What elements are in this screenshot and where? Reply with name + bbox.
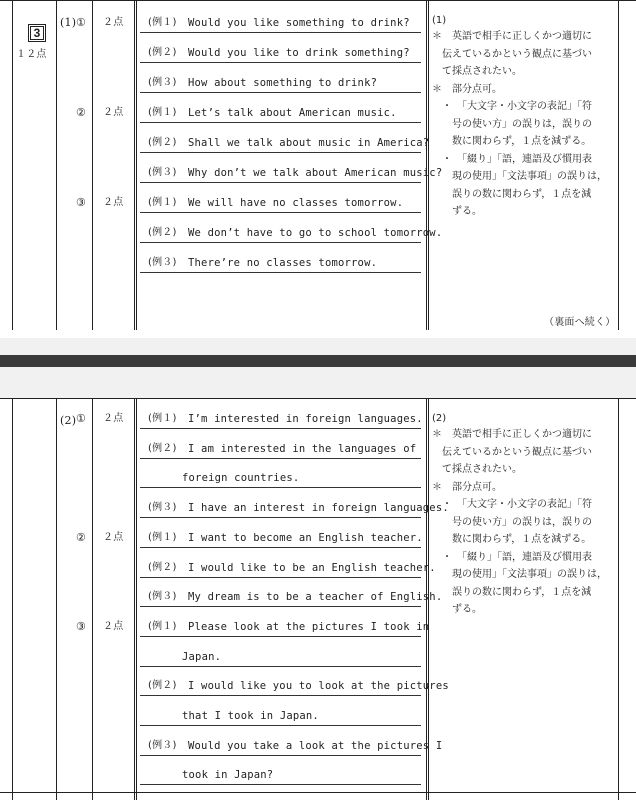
answer-underline [140, 606, 421, 607]
answer-line: Let’s talk about American music. [188, 107, 397, 119]
column-divider [426, 0, 429, 330]
note-line: て採点されたい。 [432, 66, 522, 77]
column-divider [12, 0, 13, 330]
answer-underline [140, 755, 421, 756]
column-divider [12, 398, 13, 800]
example-tag: (例３) [148, 502, 177, 514]
answer-line: There’re no classes tomorrow. [188, 257, 378, 269]
item-number: ② [76, 106, 87, 119]
note-line: 現の使用」「文法事項」の誤りは， [432, 171, 607, 182]
notes-label: (2) [432, 413, 447, 424]
answer-underline [140, 695, 421, 696]
note-line: ＊ 部分点可。 [432, 481, 502, 493]
note-line: ずる。 [432, 206, 482, 217]
answer-line: I have an interest in foreign languages. [188, 502, 449, 515]
example-tag: (例３) [148, 77, 177, 88]
example-tag: (例２) [148, 561, 177, 573]
example-tag: (例３) [148, 591, 177, 603]
answer-underline [140, 517, 421, 518]
answer-line: took in Japan? [182, 769, 274, 782]
continued-label: （裏面へ続く） [544, 317, 616, 328]
example-tag: (例３) [148, 739, 177, 751]
answer-underline [140, 784, 421, 785]
answer-line: I would like you to look at the pictures [188, 680, 449, 693]
note-line: 誤りの数に関わらず，１点を減 [432, 188, 592, 200]
bottom-border [0, 792, 636, 793]
note-line: ・ 「大文字・小文字の表記」「符 [432, 101, 592, 112]
note-line: ・ 「綴り」「語，連語及び慣用表 [432, 551, 592, 563]
answer-line: Please look at the pictures I took in [188, 620, 430, 633]
answer-line: Would you like something to drink? [188, 17, 410, 29]
column-divider [92, 0, 93, 330]
note-line: 数に関わらず，１点を減ずる。 [432, 136, 592, 147]
note-line: ・ 「大文字・小文字の表記」「符 [432, 499, 592, 510]
item-number: ② [76, 530, 87, 544]
column-divider [134, 398, 137, 800]
answer-line: I am interested in the languages of [188, 442, 417, 455]
column-divider [618, 398, 619, 800]
note-line: ＊ 部分点可。 [432, 83, 502, 95]
answer-line: Japan. [182, 650, 222, 663]
answer-line: I want to become an English teacher. [188, 531, 423, 544]
example-tag: (例１) [148, 413, 177, 424]
column-divider [92, 398, 93, 800]
answer-line: foreign countries. [182, 472, 300, 485]
note-line: ＊ 英語で相手に正しくかつ適切に [432, 31, 592, 42]
question-number-box: 3 [28, 24, 46, 42]
note-line: 伝えているかという観点に基づい [432, 446, 592, 458]
column-divider [56, 398, 57, 800]
answer-underline [140, 636, 421, 637]
note-line: ・ 「綴り」「語，連語及び慣用表 [432, 153, 592, 165]
total-points: １２点 [16, 49, 47, 60]
note-line: 伝えているかという観点に基づい [432, 48, 592, 60]
item-number: ① [76, 412, 87, 425]
example-tag: (例１) [148, 197, 177, 208]
answer-line: that I took in Japan. [182, 710, 319, 722]
example-tag: (例２) [148, 442, 177, 454]
answer-line: Would you like to drink something? [188, 47, 410, 59]
answer-underline [140, 32, 421, 33]
page-separator-band [0, 355, 636, 367]
example-tag: (例１) [148, 531, 177, 543]
example-tag: (例１) [148, 17, 177, 28]
answer-underline [140, 458, 421, 459]
item-number: ③ [76, 196, 87, 209]
note-line: 数に関わらず，１点を減ずる。 [432, 534, 592, 545]
answer-underline [140, 152, 421, 153]
column-divider [56, 0, 57, 330]
answer-underline [140, 272, 421, 273]
top-border [0, 398, 636, 399]
answer-line: Why don’t we talk about American music? [188, 167, 443, 179]
note-line: て採点されたい。 [432, 464, 522, 475]
note-line: 現の使用」「文法事項」の誤りは， [432, 569, 607, 580]
answer-line: We don’t have to go to school tomorrow. [188, 227, 443, 239]
item-points: ２点 [103, 107, 124, 118]
top-border [0, 0, 636, 1]
answer-underline [140, 666, 421, 667]
note-line: ＊ 英語で相手に正しくかつ適切に [432, 429, 592, 440]
answer-underline [140, 725, 421, 726]
answer-underline [140, 487, 421, 488]
answer-underline [140, 242, 421, 243]
example-tag: (例２) [148, 227, 177, 238]
answer-underline [140, 577, 421, 578]
answer-key-page-top [0, 0, 636, 338]
example-tag: (例２) [148, 137, 177, 148]
answer-underline [140, 212, 421, 213]
item-number: ① [76, 16, 87, 29]
answer-underline [140, 428, 421, 429]
answer-line: Would you take a look at the pictures I [188, 739, 443, 752]
column-divider [134, 0, 137, 330]
item-points: ２点 [103, 531, 124, 543]
subquestion-label: (1) [60, 16, 77, 29]
answer-underline [140, 182, 421, 183]
example-tag: (例１) [148, 107, 177, 118]
note-line: 誤りの数に関わらず，１点を減 [432, 586, 592, 598]
note-line: ずる。 [432, 604, 482, 615]
answer-line: I’m interested in foreign languages. [188, 413, 423, 425]
example-tag: (例１) [148, 620, 177, 632]
answer-key-page-bottom [0, 398, 636, 800]
item-points: ２点 [103, 17, 124, 28]
answer-underline [140, 547, 421, 548]
example-tag: (例３) [148, 257, 177, 268]
answer-line: We will have no classes tomorrow. [188, 197, 404, 209]
column-divider [618, 0, 619, 330]
item-points: ２点 [103, 413, 124, 424]
answer-underline [140, 92, 421, 93]
example-tag: (例３) [148, 167, 177, 178]
answer-line: Shall we talk about music in America? [188, 137, 430, 149]
answer-line: How about something to drink? [188, 77, 378, 89]
page-gap [0, 338, 636, 398]
answer-underline [140, 122, 421, 123]
answer-underline [140, 62, 421, 63]
item-number: ③ [76, 619, 87, 633]
subquestion-label: (2) [60, 414, 77, 427]
item-points: ２点 [103, 620, 124, 632]
answer-line: I would like to be an English teacher. [188, 561, 436, 574]
item-points: ２点 [103, 197, 124, 208]
example-tag: (例２) [148, 680, 177, 692]
example-tag: (例２) [148, 47, 177, 58]
note-line: 号の使い方」の誤りは，誤りの [432, 516, 592, 528]
notes-label: (1) [432, 15, 447, 26]
note-line: 号の使い方」の誤りは，誤りの [432, 118, 592, 130]
answer-line: My dream is to be a teacher of English. [188, 591, 443, 604]
